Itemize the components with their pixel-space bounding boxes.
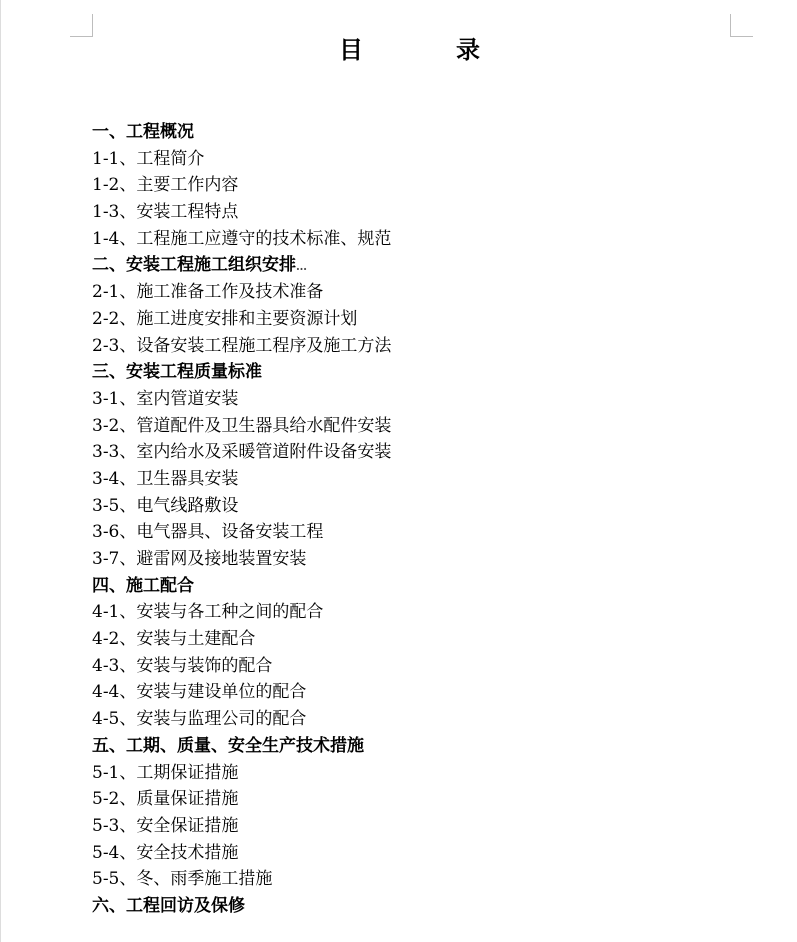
toc-section-heading[interactable] [92, 252, 712, 279]
toc-entry-text: 六、工程回访及保修 [92, 895, 245, 916]
toc-entry-text: 1-1、工程简介 [92, 148, 205, 169]
toc-entry-text: 3-1、室内管道安装 [92, 388, 239, 409]
toc-entry-trailing-dots: … [296, 260, 306, 274]
toc-entry[interactable] [92, 493, 712, 520]
toc-entry[interactable] [92, 519, 712, 546]
toc-entry[interactable] [92, 546, 712, 573]
toc-entry[interactable] [92, 760, 712, 787]
toc-entry-text: 五、工期、质量、安全生产技术措施 [92, 735, 364, 756]
toc-entry[interactable] [92, 439, 712, 466]
toc-entry[interactable] [92, 226, 712, 253]
toc-entry-text: 2-1、施工准备工作及技术准备 [92, 282, 324, 303]
toc-entry-text: 4-2、安装与土建配合 [92, 629, 256, 650]
toc-section-heading[interactable] [92, 573, 712, 600]
toc-entry[interactable] [92, 840, 712, 867]
toc-entry-text: 3-4、卫生器具安装 [92, 468, 239, 489]
toc-entry-text: 2-2、施工进度安排和主要资源计划 [92, 308, 358, 329]
toc-entry[interactable] [92, 786, 712, 813]
toc-entry-text: 4-4、安装与建设单位的配合 [92, 682, 307, 703]
toc-entry[interactable] [92, 866, 712, 893]
toc-entry-text: 5-4、安全技术措施 [92, 842, 239, 863]
toc-entry-text: 3-2、管道配件及卫生器具给水配件安装 [92, 415, 392, 436]
toc-entry-text: 3-7、避雷网及接地装置安装 [92, 549, 307, 569]
toc-entry-text: 1-4、工程施工应遵守的技术标准、规范 [92, 228, 392, 249]
toc-entry[interactable] [92, 626, 712, 653]
crop-mark-top-left [70, 14, 93, 37]
toc-entry-text: 4-5、安装与监理公司的配合 [92, 709, 307, 730]
toc-entry[interactable] [92, 386, 712, 413]
toc-entry-text: 四、施工配合 [92, 575, 194, 596]
page-left-edge [0, 0, 1, 942]
toc-entry[interactable] [92, 279, 712, 306]
toc-entry[interactable] [92, 146, 712, 173]
toc-entry[interactable] [92, 679, 712, 706]
toc-section-heading[interactable] [92, 119, 712, 146]
toc-entry[interactable] [92, 306, 712, 333]
toc-entry-text: 4-3、安装与装饰的配合 [92, 655, 273, 676]
toc-entry-text: 3-6、电气器具、设备安装工程 [92, 522, 324, 543]
toc-entry-text: 2-3、设备安装工程施工程序及施工方法 [92, 335, 392, 356]
toc-entry[interactable] [92, 172, 712, 199]
toc-entry[interactable] [92, 333, 712, 360]
page-title-char-1: 目 [339, 35, 363, 64]
crop-mark-top-right [730, 14, 753, 37]
toc-entry-text: 三、安装工程质量标准 [92, 362, 262, 383]
toc-entry[interactable] [92, 199, 712, 226]
toc-entry-text: 3-3、室内给水及采暖管道附件设备安装 [92, 442, 392, 463]
toc-entry-text: 5-2、质量保证措施 [92, 789, 239, 810]
toc-entry-text: 一、工程概况 [92, 122, 194, 142]
page-title-char-2: 录 [456, 35, 480, 64]
toc-entry-text: 4-1、安装与各工种之间的配合 [92, 602, 324, 623]
toc-entry[interactable] [92, 413, 712, 440]
toc-entry[interactable] [92, 813, 712, 840]
toc-entry-text: 1-3、安装工程特点 [92, 202, 239, 223]
toc-entry-text: 1-2、主要工作内容 [92, 175, 239, 196]
toc-entry-text: 二、安装工程施工组织安排 [92, 255, 296, 276]
toc-entry[interactable] [92, 706, 712, 733]
toc-section-heading[interactable] [92, 733, 712, 760]
table-of-contents [92, 119, 712, 920]
toc-section-heading[interactable] [92, 359, 712, 386]
toc-entry-text: 3-5、电气线路敷设 [92, 495, 239, 516]
toc-entry-text: 5-5、冬、雨季施工措施 [92, 869, 273, 890]
toc-entry[interactable] [92, 599, 712, 626]
toc-entry-text: 5-1、工期保证措施 [92, 762, 239, 783]
toc-entry[interactable] [92, 653, 712, 680]
toc-section-heading[interactable] [92, 893, 712, 920]
toc-entry-text: 5-3、安全保证措施 [92, 815, 239, 836]
toc-entry[interactable] [92, 466, 712, 493]
